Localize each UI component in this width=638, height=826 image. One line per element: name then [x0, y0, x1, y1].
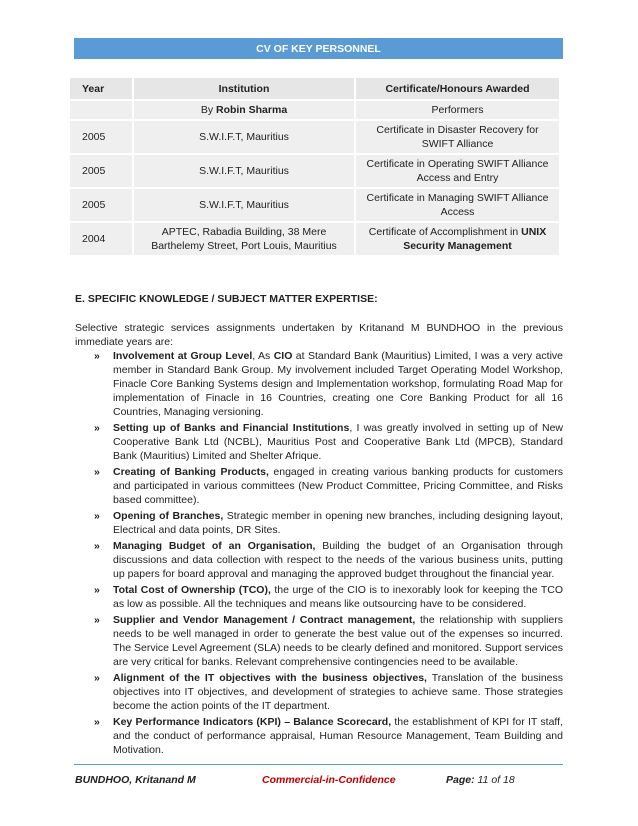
byline-name: Robin Sharma	[215, 104, 288, 116]
item-title: Managing Budget of an Organisation,	[113, 540, 316, 552]
institution-cell: S.W.I.F.T, Mauritius	[134, 189, 354, 221]
item-title: Setting up of Banks and Financial Institutions	[113, 422, 350, 434]
award-bold-security: Security Management	[403, 240, 512, 252]
institution-cell: S.W.I.F.T, Mauritius	[134, 121, 354, 153]
item-text: Strategic member in opening new branches, including designing layout, Electrical and data points, DR Sites.	[113, 510, 563, 536]
item-title-2: CIO	[273, 350, 293, 362]
item-title: Supplier and Vendor Management / Contract management,	[113, 614, 416, 626]
award-cell: Performers	[356, 101, 559, 119]
bullet-icon: »	[94, 510, 100, 522]
item-title: Alignment of the IT objectives with the business objectives,	[113, 672, 427, 684]
intro-paragraph: Selective strategic services assignments undertaken by Kritanand M BUNDHOO in the previous immediate years are:	[75, 322, 563, 348]
institution-cell	[134, 101, 354, 119]
table-header-row	[70, 78, 559, 99]
bullet-icon: »	[94, 672, 100, 684]
year-cell: 2005	[70, 121, 132, 153]
award-cell: Certificate in Managing SWIFT Alliance Access	[356, 189, 559, 221]
header-year: Year	[70, 78, 132, 99]
award-cell: Certificate in Operating SWIFT Alliance Access and Entry	[356, 155, 559, 187]
expertise-list	[75, 349, 563, 759]
table-row	[70, 189, 559, 221]
header-certificate: Certificate/Honours Awarded	[356, 78, 559, 99]
item-text: the urge of the CIO is to inexorably look for keeping the TCO as low as possible. All the techniques and means like outsourcing have to be considered.	[113, 584, 563, 610]
list-item	[75, 583, 563, 611]
list-item	[75, 509, 563, 537]
list-item	[75, 539, 563, 581]
year-cell: 2004	[70, 223, 132, 255]
award-prefix: Certificate of Accomplishment in	[368, 226, 522, 238]
award-bold-unix: UNIX	[521, 226, 547, 238]
item-text: at Standard Bank (Mauritius) Limited, I was a very active member in Standard Bank Group. My involvement included Target Operating Model Workshop, Finacle Core Banking Systems design and Implementation workshop, formulating Road Map for implementation of Finacle in 16 Countries, creating one Core Banking Product for all 16 Countries, Managing versioning.	[113, 350, 563, 418]
year-cell	[70, 101, 132, 119]
footer-confidential: Commercial-in-Confidence	[262, 774, 396, 786]
bullet-icon: »	[94, 422, 100, 434]
list-item	[75, 465, 563, 507]
bullet-icon: »	[94, 350, 100, 362]
bullet-icon: »	[94, 584, 100, 596]
item-text: Translation of the business objectives into IT objectives, and development of strategies to achieve same. Those strategies become the action points of the IT department.	[113, 672, 563, 712]
item-text: the establishment of KPI for IT staff, and the conduct of performance appraisal, Human Resource Management, Team Building and Motivation.	[113, 716, 563, 756]
footer-author: BUNDHOO, Kritanand M	[75, 774, 196, 786]
year-cell: 2005	[70, 155, 132, 187]
table-row	[70, 155, 559, 187]
award-cell	[356, 223, 559, 255]
header-institution: Institution	[134, 78, 354, 99]
table-row	[70, 223, 559, 255]
item-text: , As	[252, 350, 274, 362]
item-text: the relationship with suppliers needs to be well managed in order to generate the best value out of the expenses so incurred. The Service Level Agreement (SLA) needs to be clearly defined and monitored. Support services are very critical for banks. Relevant comprehensive contingencies need to be available.	[113, 614, 563, 668]
institution-cell: APTEC, Rabadia Building, 38 Mere Barthelemy Street, Port Louis, Mauritius	[134, 223, 354, 255]
institution-cell: S.W.I.F.T, Mauritius	[134, 155, 354, 187]
list-item	[75, 715, 563, 757]
list-item	[75, 421, 563, 463]
table-row	[70, 121, 559, 153]
item-text: Building the budget of an Organisation through discussions and data collection with respect to the needs of the various business units, putting up papers for board approval and managing the approved budget throughout the financial year.	[113, 540, 564, 580]
section-banner: CV OF KEY PERSONNEL	[74, 38, 563, 59]
section-heading: E. SPECIFIC KNOWLEDGE / SUBJECT MATTER EXPERTISE:	[75, 293, 378, 305]
item-title: Key Performance Indicators (KPI) – Balance Scorecard,	[113, 716, 392, 728]
footer-divider	[74, 764, 563, 765]
page-number: 11 of 18	[474, 774, 515, 786]
certificates-table	[68, 76, 561, 257]
item-title: Opening of Branches,	[113, 510, 224, 522]
list-item	[75, 671, 563, 713]
bullet-icon: »	[94, 540, 100, 552]
list-item	[75, 349, 563, 419]
footer-page	[446, 774, 515, 786]
bullet-icon: »	[94, 466, 100, 478]
item-text: , I was greatly involved in setting up of New Cooperative Bank Ltd (NCBL), Mauritius Post and Cooperative Bank Ltd (MPCB), Standard Bank (Mauritius) Limited and Shelter Afrique.	[113, 422, 563, 462]
item-title: Creating of Banking Products,	[113, 466, 269, 478]
table-row	[70, 101, 559, 119]
item-text: engaged in creating various banking products for customers and participated in various committees (New Product Committee, Pricing Committee, and Risks based committee).	[113, 466, 563, 506]
page-label: Page:	[446, 774, 475, 786]
item-title: Total Cost of Ownership (TCO),	[113, 584, 271, 596]
bullet-icon: »	[94, 614, 100, 626]
byline-prefix: By	[200, 104, 216, 116]
bullet-icon: »	[94, 716, 100, 728]
list-item	[75, 613, 563, 669]
item-title: Involvement at Group Level	[113, 350, 253, 362]
year-cell: 2005	[70, 189, 132, 221]
award-cell: Certificate in Disaster Recovery for SWIFT Alliance	[356, 121, 559, 153]
